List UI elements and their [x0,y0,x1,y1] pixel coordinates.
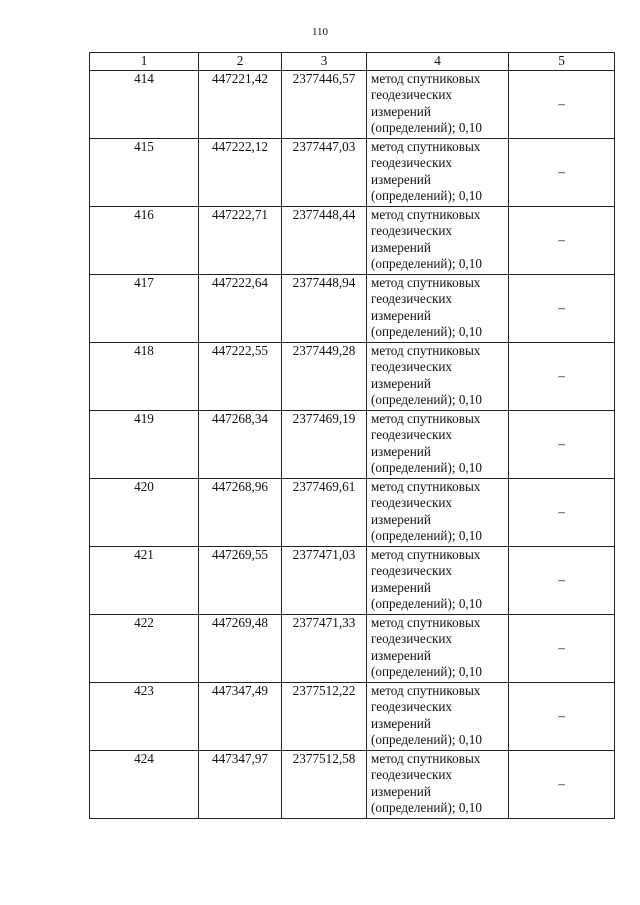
column-header-5: 5 [509,53,615,71]
point-number-cell: 422 [90,614,199,682]
point-number-cell: 421 [90,546,199,614]
header-row [90,53,615,71]
page-number: 110 [311,26,329,38]
y-coordinate-cell: 2377471,03 [282,546,367,614]
point-number-cell: 416 [90,206,199,274]
method-line: (определений); 0,10 [371,324,482,339]
y-coordinate-cell: 2377512,58 [282,750,367,818]
table-row [90,478,615,546]
method-line: геодезических [371,155,453,170]
method-line: метод спутниковых [371,410,481,426]
method-line: измерений [371,715,431,731]
method-cell [367,478,509,546]
note-cell: – [509,478,615,546]
y-coordinate-cell: 2377469,19 [282,410,367,478]
method-line: (определений); 0,10 [371,188,482,203]
table-row [90,750,615,818]
method-line: (определений); 0,10 [371,256,482,271]
method-line: измерений [371,783,431,799]
method-line: измерений [371,511,431,527]
table-header [90,53,615,71]
method-cell [367,206,509,274]
x-coordinate-cell: 447269,55 [199,546,282,614]
table-row [90,342,615,410]
method-line: геодезических [371,427,453,442]
method-cell [367,410,509,478]
method-line: измерений [371,171,431,187]
x-coordinate-cell: 447347,97 [199,750,282,818]
note-cell: – [509,138,615,206]
y-coordinate-cell: 2377449,28 [282,342,367,410]
method-line: (определений); 0,10 [371,120,482,135]
method-cell [367,342,509,410]
method-line: измерений [371,443,431,459]
table-row [90,614,615,682]
method-line: геодезических [371,767,453,782]
note-cell: – [509,682,615,750]
method-line: геодезических [371,223,453,238]
x-coordinate-cell: 447222,55 [199,342,282,410]
method-line: метод спутниковых [371,750,481,766]
method-cell [367,274,509,342]
method-line: геодезических [371,699,453,714]
x-coordinate-cell: 447268,96 [199,478,282,546]
point-number-cell: 424 [90,750,199,818]
method-line: геодезических [371,87,453,102]
column-header-2: 2 [199,53,282,71]
method-cell [367,546,509,614]
method-line: (определений); 0,10 [371,664,482,679]
y-coordinate-cell: 2377469,61 [282,478,367,546]
point-number-cell: 420 [90,478,199,546]
x-coordinate-cell: 447221,42 [199,70,282,138]
method-line: измерений [371,239,431,255]
note-cell: – [509,750,615,818]
x-coordinate-cell: 447269,48 [199,614,282,682]
x-coordinate-cell: 447268,34 [199,410,282,478]
method-cell [367,70,509,138]
method-cell [367,750,509,818]
point-number-cell: 418 [90,342,199,410]
method-line: геодезических [371,359,453,374]
note-cell: – [509,410,615,478]
y-coordinate-cell: 2377448,94 [282,274,367,342]
method-line: метод спутниковых [371,138,481,154]
y-coordinate-cell: 2377448,44 [282,206,367,274]
method-cell [367,138,509,206]
method-line: геодезических [371,631,453,646]
method-line: геодезических [371,563,453,578]
method-line: измерений [371,647,431,663]
method-line: метод спутниковых [371,70,481,86]
note-cell: – [509,70,615,138]
y-coordinate-cell: 2377471,33 [282,614,367,682]
x-coordinate-cell: 447222,64 [199,274,282,342]
column-header-4: 4 [367,53,509,71]
note-cell: – [509,546,615,614]
table-row [90,410,615,478]
method-line: метод спутниковых [371,478,481,494]
method-line: метод спутниковых [371,342,481,358]
point-number-cell: 415 [90,138,199,206]
point-number-cell: 423 [90,682,199,750]
method-line: (определений); 0,10 [371,732,482,747]
table-row [90,274,615,342]
table-row [90,70,615,138]
table-row [90,546,615,614]
method-line: (определений); 0,10 [371,528,482,543]
method-cell [367,614,509,682]
method-line: метод спутниковых [371,546,481,562]
table-body [90,70,615,818]
method-line: метод спутниковых [371,614,481,630]
y-coordinate-cell: 2377512,22 [282,682,367,750]
table-row [90,138,615,206]
note-cell: – [509,274,615,342]
point-number-cell: 417 [90,274,199,342]
method-line: геодезических [371,495,453,510]
column-header-1: 1 [90,53,199,71]
method-line: метод спутниковых [371,206,481,222]
method-line: (определений); 0,10 [371,800,482,815]
method-line: (определений); 0,10 [371,392,482,407]
note-cell: – [509,206,615,274]
method-line: геодезических [371,291,453,306]
x-coordinate-cell: 447347,49 [199,682,282,750]
method-line: метод спутниковых [371,274,481,290]
y-coordinate-cell: 2377446,57 [282,70,367,138]
point-number-cell: 419 [90,410,199,478]
table-row [90,206,615,274]
method-line: измерений [371,103,431,119]
x-coordinate-cell: 447222,71 [199,206,282,274]
method-cell [367,682,509,750]
method-line: (определений); 0,10 [371,596,482,611]
table-row [90,682,615,750]
method-line: измерений [371,579,431,595]
method-line: измерений [371,375,431,391]
note-cell: – [509,614,615,682]
method-line: (определений); 0,10 [371,460,482,475]
method-line: метод спутниковых [371,682,481,698]
y-coordinate-cell: 2377447,03 [282,138,367,206]
method-line: измерений [371,307,431,323]
note-cell: – [509,342,615,410]
point-number-cell: 414 [90,70,199,138]
x-coordinate-cell: 447222,12 [199,138,282,206]
column-header-3: 3 [282,53,367,71]
coordinates-table [89,52,615,819]
